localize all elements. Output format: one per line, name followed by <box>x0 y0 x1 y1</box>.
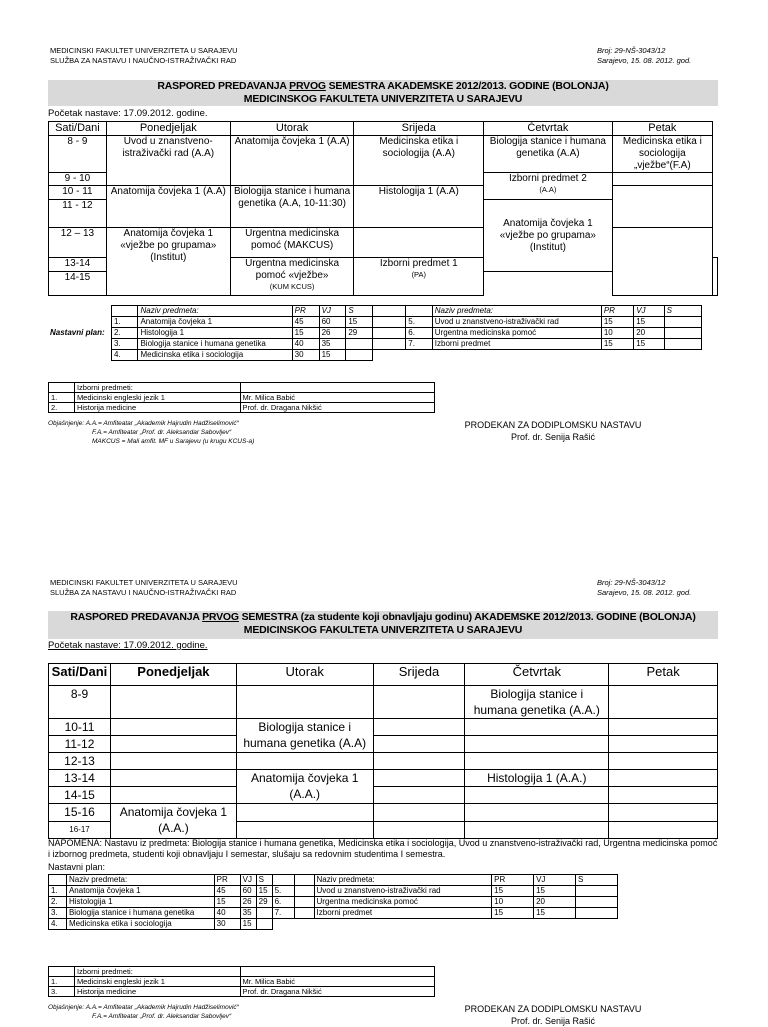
hour-cell: 15-16 <box>49 804 111 822</box>
header-wednesday: Srijeda <box>373 664 465 686</box>
class-cell: Biologija stanice i humana genetika (A.A) <box>484 136 613 173</box>
elective-courses-table: Izborni predmeti: 1. Medicinski engleski jezik 1 Mr. Milica Babić 3. Historija medicine Prof. dr. Dragana Nikšić <box>48 966 435 997</box>
header-monday: Ponedjeljak <box>110 664 236 686</box>
header-thursday: Četvrtak <box>465 664 609 686</box>
hour-cell: 13-14 <box>49 770 111 787</box>
hour-cell: 11-12 <box>49 736 111 753</box>
hour-cell: 14-15 <box>49 272 107 296</box>
empty-cell <box>612 228 712 296</box>
hour-cell: 10-11 <box>49 719 111 736</box>
header-hours: Sati/Dani <box>49 122 107 136</box>
note: NAPOMENA: Nastavu iz predmeta: Biologija stanice i humana genetika, Medicinska etika i sociologija, Uvod u znanstveno-istraživački rad, Urgentna medicinska pomoć i izbornog predmeta, studenti koji obnavljaju I semestar, slušaju sa redovnim studentima I semestra. <box>48 838 718 859</box>
table-row: 4. Medicinska etika i sociologija 30 15 <box>48 350 702 361</box>
document-reference: Broj: 29-NŠ-3043/12 Sarajevo, 15. 08. 2012. god. <box>597 46 692 65</box>
schedule-title: RASPORED PREDAVANJA PRVOG SEMESTRA AKADEMSKE 2012/2013. GODINE (BOLONJA) MEDICINSKOG FAKULTETA UNIVERZITETA U SARAJEVU <box>48 80 718 106</box>
hour-cell: 10 - 11 <box>49 186 107 200</box>
table-row: 1. Medicinski engleski jezik 1 Mr. Milica Babić <box>49 393 435 403</box>
class-cell: Urgentna medicinska pomoć (MAKCUS) <box>230 228 354 258</box>
empty-cell <box>612 186 712 228</box>
empty-cell <box>354 228 484 258</box>
elective-courses-table: Izborni predmeti: 1. Medicinski engleski jezik 1 Mr. Milica Babić 2. Historija medicine Prof. dr. Dragana Nikšić <box>48 382 435 413</box>
explanations: Objašnjenje: A.A.= Amfiteatar „Akademik Hajrudin Hadžiselimović“ F.A.= Amfiteatar „Prof. dr. Aleksandar Sabovljev“ <box>48 1004 239 1020</box>
schedule-table <box>48 663 718 839</box>
class-cell: Medicinska etika i sociologija „vježbe“(F.A) <box>612 136 712 173</box>
table-row: 2. Historija medicine Prof. dr. Dragana Nikšić <box>49 403 435 413</box>
class-cell: Biologija stanice i humana genetika (A.A) <box>236 719 373 753</box>
table-row: 2. Histologija 1 15 26 29 6. Urgentna medicinska pomoć 10 20 <box>49 897 618 908</box>
table-row: 1. Medicinski engleski jezik 1 Mr. Milica Babić <box>49 977 435 987</box>
hour-cell: 16-17 <box>49 822 111 839</box>
header-hours: Sati/Dani <box>49 664 111 686</box>
table-row: 3. Biologija stanice i humana genetika 40 35 7. Izborni predmet 15 15 <box>48 339 702 350</box>
header-monday: Ponedjeljak <box>106 122 230 136</box>
header-wednesday: Srijeda <box>354 122 484 136</box>
table-row: 1. Anatomija čovjeka 1 45 60 15 5. Uvod u znanstveno-istraživački rad 15 15 <box>48 317 702 328</box>
start-date: Početak nastave: 17.09.2012. godine. <box>48 108 208 119</box>
hour-cell: 13-14 <box>49 258 107 272</box>
institution-header: MEDICINSKI FAKULTET UNIVERZITETA U SARAJEVU SLUŽBA ZA NASTAVU I NAUČNO-ISTRAŽIVAČKI RAD <box>50 578 238 597</box>
class-cell: Medicinska etika i sociologija (A.A) <box>354 136 484 186</box>
hour-cell: 14-15 <box>49 787 111 804</box>
hour-cell: 9 - 10 <box>49 173 107 186</box>
signature-block: PRODEKAN ZA DODIPLOMSKU NASTAVU Prof. dr. Senija Rašić <box>464 420 642 442</box>
plan-label: Nastavni plan: <box>50 328 105 337</box>
class-cell: Anatomija čovjeka 1 (A.A) <box>230 136 354 186</box>
hour-cell: 8-9 <box>49 686 111 719</box>
table-row: 3. Biologija stanice i humana genetika 40 35 7. Izborni predmet 15 15 <box>49 908 618 919</box>
class-cell: Anatomija čovjeka 1 (A.A) <box>106 186 230 228</box>
class-cell: Anatomija čovjeka 1 «vježbe po grupama» (Institut) <box>106 228 230 296</box>
hour-cell: 11 - 12 <box>49 200 107 228</box>
table-row: 4. Medicinska etika i sociologija 30 15 <box>49 919 618 930</box>
table-row: 3. Historija medicine Prof. dr. Dragana Nikšić <box>49 987 435 997</box>
start-date: Početak nastave: 17.09.2012. godine. <box>48 640 208 651</box>
class-cell: Izborni predmet 2 (A.A) <box>484 173 613 200</box>
signature-block: PRODEKAN ZA DODIPLOMSKU NASTAVU Prof. dr. Senija Rašić <box>464 1004 642 1026</box>
header-thursday: Četvrtak <box>484 122 613 136</box>
table-row: 2. Histologija 1 15 26 29 6. Urgentna medicinska pomoć 10 20 <box>48 328 702 339</box>
table-row: 1. Anatomija čovjeka 1 45 60 15 5. Uvod u znanstveno-istraživački rad 15 15 <box>49 886 618 897</box>
class-cell: Urgentna medicinska pomoć «vježbe» (KUM KCUS) <box>230 258 354 296</box>
class-cell: Histologija 1 (A.A.) <box>465 770 609 787</box>
teaching-plan-table: Naziv predmeta: PR VJ S Naziv predmeta: PR VJ S 1. Anatomija čovjeka 1 45 60 15 5. Uvod u znanstveno-istraživački rad 15 15 2. Histologija 1 15 26 29 6. Urgentna medicinska pomoć 10 20 3. Biologija stanice i humana genetika 40 35 7. Izborni predmet 15 15 4. Medicinska etika i sociologija 30 15 <box>48 874 618 930</box>
header-friday: Petak <box>609 664 718 686</box>
empty-cell <box>612 173 712 186</box>
class-cell: Anatomija čovjeka 1 (A.A.) <box>236 770 373 804</box>
class-cell: Anatomija čovjeka 1 (A.A.) <box>110 804 236 839</box>
header-tuesday: Utorak <box>230 122 354 136</box>
class-cell: Anatomija čovjeka 1 «vježbe po grupama» (Institut) <box>484 200 613 272</box>
class-cell: Biologija stanice i humana genetika (A.A, 10-11:30) <box>230 186 354 228</box>
class-cell: Biologija stanice i humana genetika (A.A.) <box>465 686 609 719</box>
plan-label: Nastavni plan: <box>48 862 106 872</box>
hour-cell: 12-13 <box>49 753 111 770</box>
class-cell: Izborni predmet 1 (PA) <box>354 258 484 296</box>
document-reference: Broj: 29-NŠ-3043/12 Sarajevo, 15. 08. 2012. god. <box>597 578 692 597</box>
class-cell: Histologija 1 (A.A) <box>354 186 484 228</box>
empty-cell <box>713 258 718 296</box>
schedule-title: RASPORED PREDAVANJA PRVOG SEMESTRA (za studente koji obnavljaju godinu) AKADEMSKE 2012/2013. GODINE (BOLONJA) MEDICINSKOG FAKULTETA UNIVERZITETA U SARAJEVU <box>48 611 718 639</box>
teaching-plan-table: Nastavni plan: Naziv predmeta: PR VJ S Naziv predmeta: PR VJ S 1. Anatomija čovjeka 1 45 60 15 5. Uvod u znanstveno-istraživački rad 15 15 2. Histologija 1 15 26 29 6. Urgentna medicinska pomoć 10 20 3. Biologija stanice i humana genetika 40 35 7. Izborni predmet 15 15 4. Medicinska etika i sociologija 30 15 <box>48 305 702 361</box>
header-friday: Petak <box>612 122 712 136</box>
class-cell: Uvod u znanstveno-istraživački rad (A.A) <box>106 136 230 186</box>
schedule-table <box>48 121 718 296</box>
hour-cell: 12 – 13 <box>49 228 107 258</box>
hour-cell: 8 - 9 <box>49 136 107 173</box>
institution-header: MEDICINSKI FAKULTET UNIVERZITETA U SARAJEVU SLUŽBA ZA NASTAVU I NAUČNO-ISTRAŽIVAČKI RAD <box>50 46 238 65</box>
header-tuesday: Utorak <box>236 664 373 686</box>
explanations: Objašnjenje: A.A.= Amfiteatar „Akademik Hajrudin Hadžiselimović“ F.A.= Amfiteatar „Prof. dr. Aleksandar Sabovljev“ MAKCUS = Mali amfit. MF u Sarajevu (u krugu KCUS-a) <box>48 420 255 445</box>
